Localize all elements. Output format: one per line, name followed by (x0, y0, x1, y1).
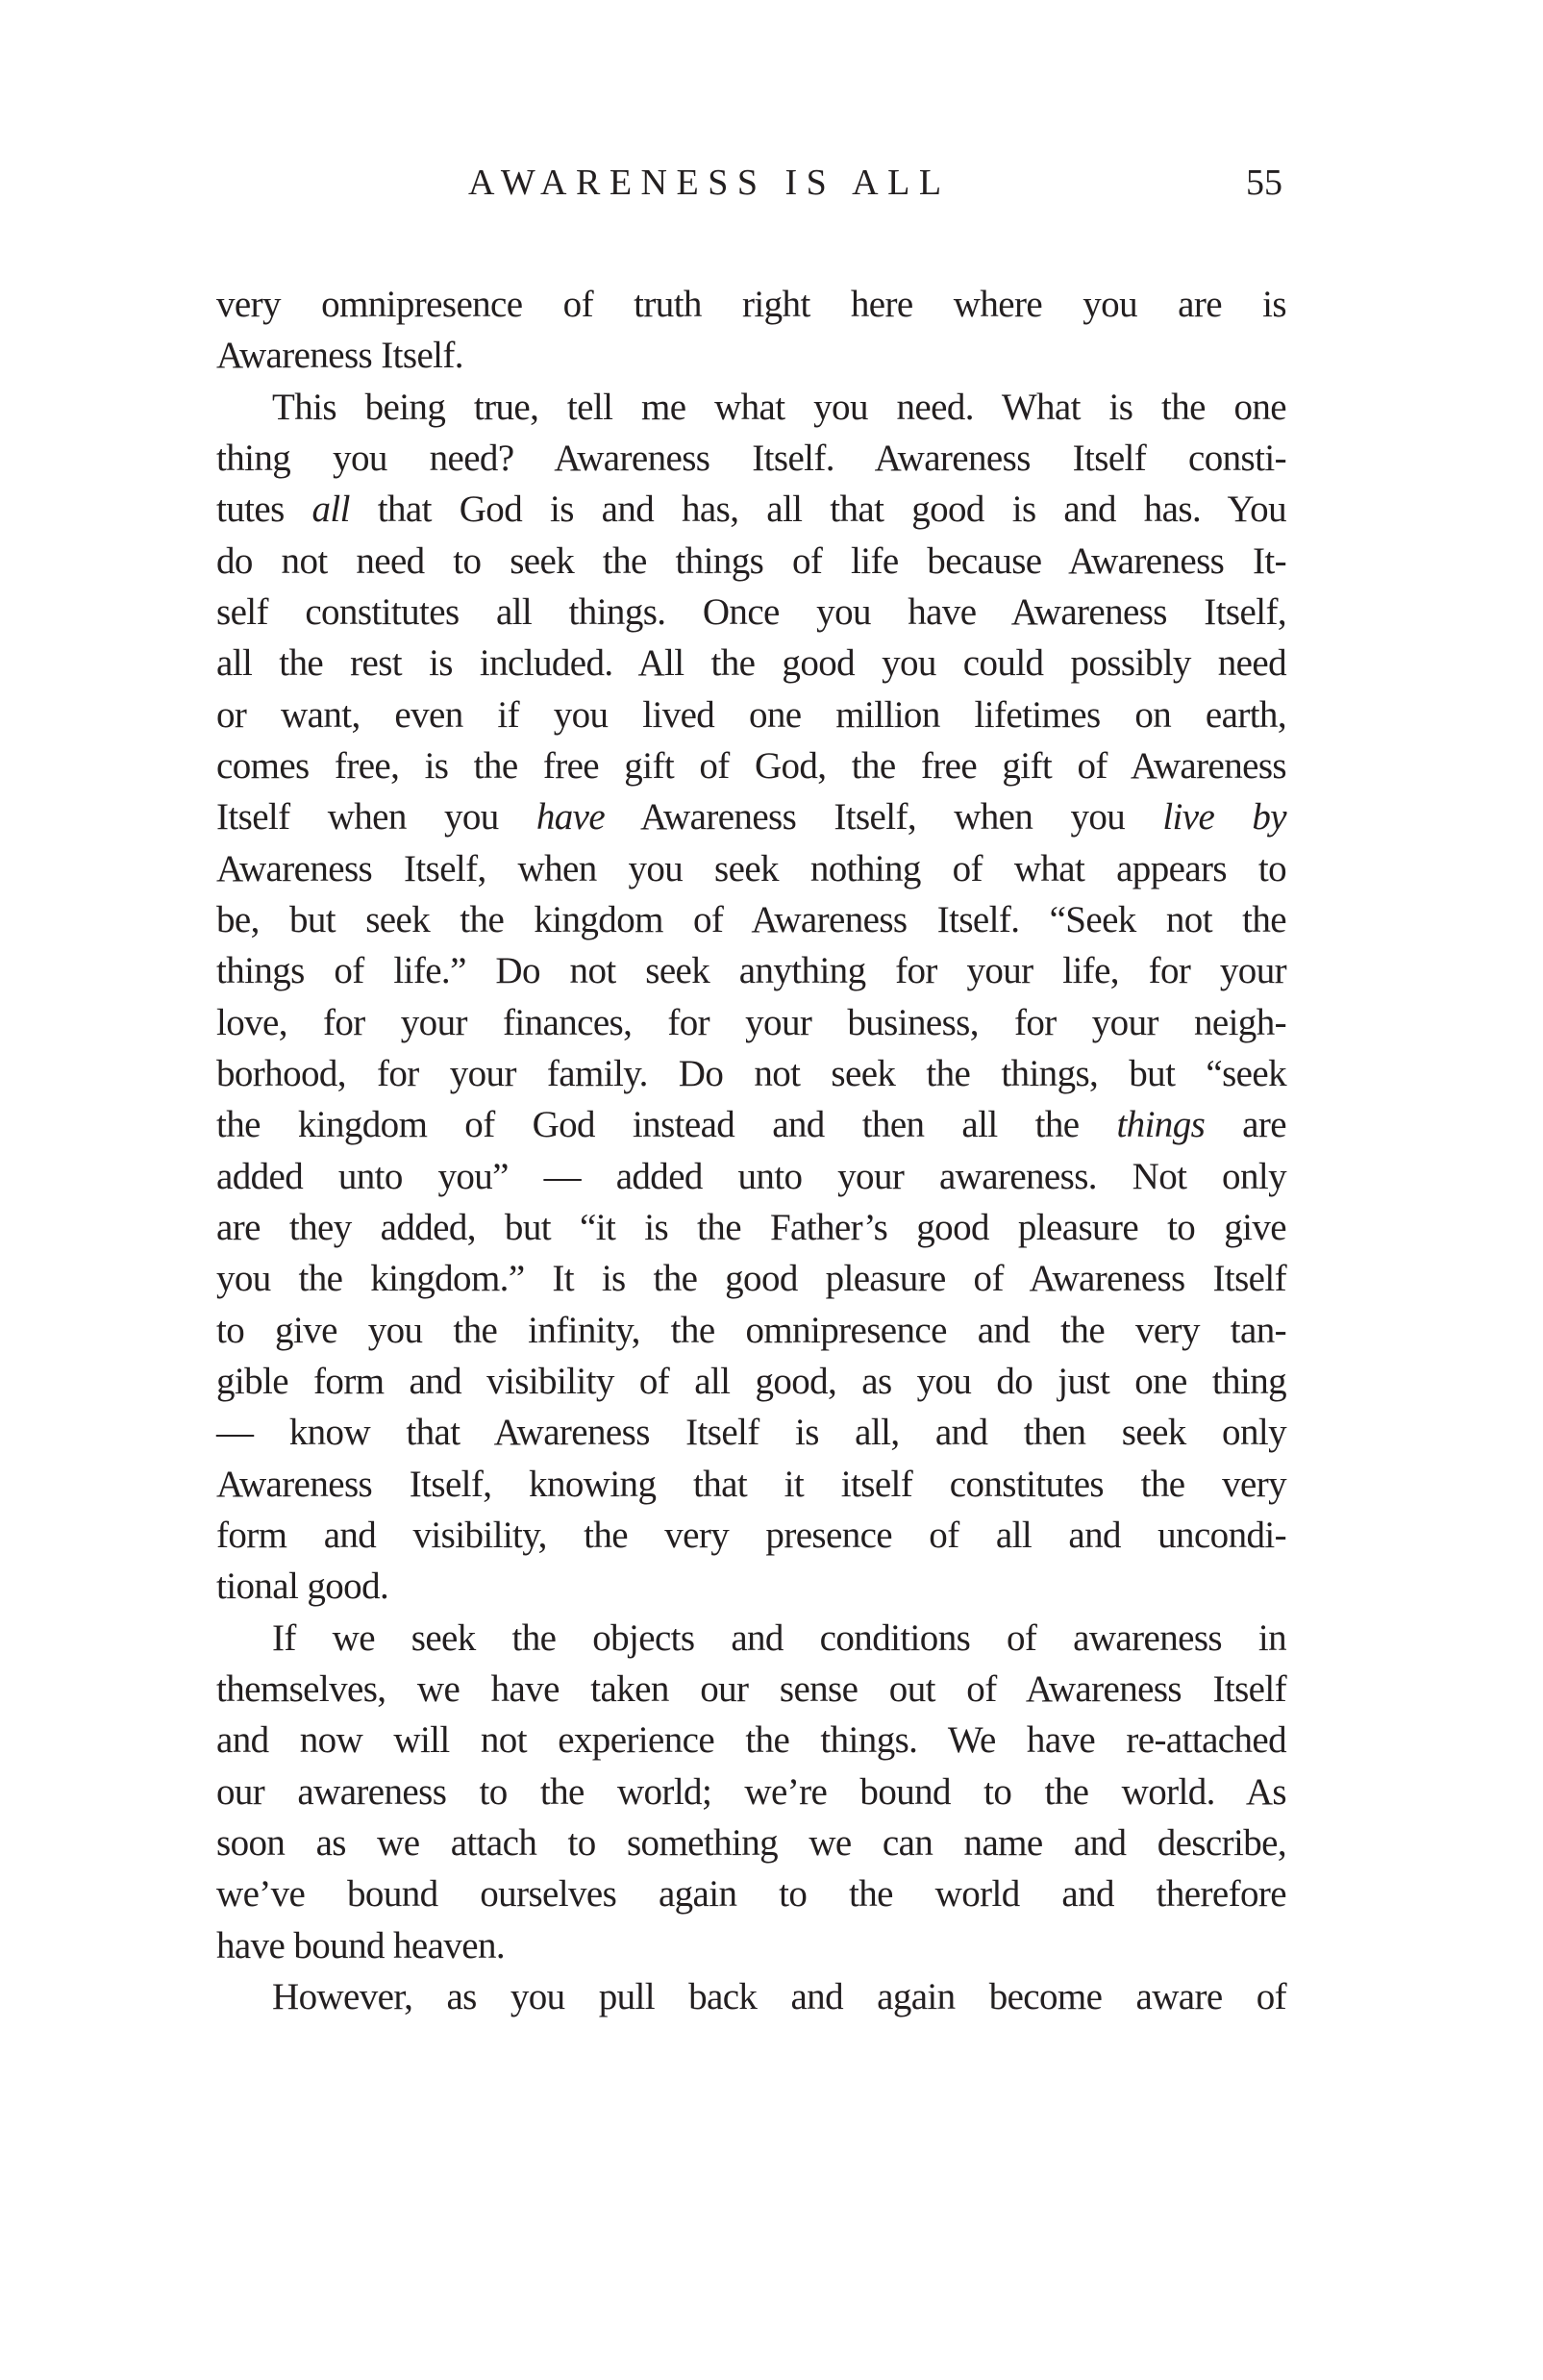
text-line: you the kingdom.” It is the good pleasure of Awareness Itself (216, 1258, 1286, 1300)
text-line (216, 791, 1286, 842)
text-line: are they added, but “it is the Father’s good pleasure to give (216, 1206, 1286, 1248)
italic-emphasis: things (1116, 1104, 1206, 1146)
text-line: thing you need? Awareness Itself. Awareness Itself consti- (216, 437, 1286, 479)
text-span: tutes (216, 489, 312, 531)
text-line: have bound heaven. (216, 1924, 506, 1967)
italic-emphasis: live by (1162, 796, 1286, 839)
text-line: self constitutes all things. Once you have Awareness Itself, (216, 590, 1286, 633)
text-line: all the rest is included. All the good you could possibly need (216, 642, 1286, 685)
text-line (216, 1099, 1286, 1150)
text-span: are (1205, 1104, 1286, 1146)
text-line: added unto you” — added unto your awareness. Not only (216, 1155, 1286, 1197)
text-line: This being true, tell me what you need. What is the one (272, 386, 1286, 428)
text-line: — know that Awareness Itself is all, and then seek only (216, 1412, 1286, 1454)
text-line: themselves, we have taken our sense out of Awareness Itself (216, 1667, 1286, 1710)
text-line: to give you the infinity, the omnipresence and the very tan- (216, 1309, 1286, 1351)
italic-emphasis: have (535, 796, 606, 839)
text-span: the kingdom of God instead and then all the (216, 1104, 1117, 1146)
text-line: However, as you pull back and again become aware of (272, 1975, 1286, 2017)
text-line: If we seek the objects and conditions of awareness in (272, 1616, 1286, 1659)
text-line (216, 484, 1286, 535)
text-line: or want, even if you lived one million lifetimes on earth, (216, 693, 1286, 736)
text-line: we’ve bound ourselves again to the world and therefore (216, 1873, 1286, 1916)
text-line: our awareness to the world; we’re bound to the world. As (216, 1770, 1286, 1813)
text-line: do not need to seek the things of life because Awareness It- (216, 539, 1286, 582)
text-line: Awareness Itself. (216, 335, 463, 377)
text-line: soon as we attach to something we can name and describe, (216, 1821, 1286, 1864)
text-line: tional good. (216, 1566, 389, 1608)
text-line: form and visibility, the very presence of all and uncondi- (216, 1514, 1286, 1556)
running-header (0, 154, 1543, 212)
text-span: that God is and has, all that good is and has. You (349, 489, 1286, 531)
text-line: gible form and visibility of all good, as you do just one thing (216, 1360, 1286, 1402)
body-text (216, 279, 1286, 2022)
text-span: Itself when you (216, 796, 536, 839)
text-line: things of life.” Do not seek anything for your life, for your (216, 950, 1286, 992)
text-line: very omnipresence of truth right here where you are is (216, 284, 1286, 325)
italic-emphasis: all (311, 489, 350, 531)
text-line: Awareness Itself, when you seek nothing of what appears to (216, 847, 1286, 889)
text-line: borhood, for your family. Do not seek the things, but “seek (216, 1052, 1286, 1094)
text-line: and now will not experience the things. We have re-attached (216, 1719, 1286, 1762)
page-number: 55 (1246, 163, 1282, 203)
running-title: AWARENESS IS ALL (468, 163, 951, 203)
text-line: love, for your finances, for your business, for your neigh- (216, 1001, 1286, 1043)
text-span: Awareness Itself, when you (605, 796, 1163, 839)
text-line: Awareness Itself, knowing that it itself constitutes the very (216, 1463, 1286, 1505)
text-line: be, but seek the kingdom of Awareness Itself. “Seek not the (216, 898, 1286, 940)
text-line: comes free, is the free gift of God, the free gift of Awareness (216, 744, 1286, 787)
